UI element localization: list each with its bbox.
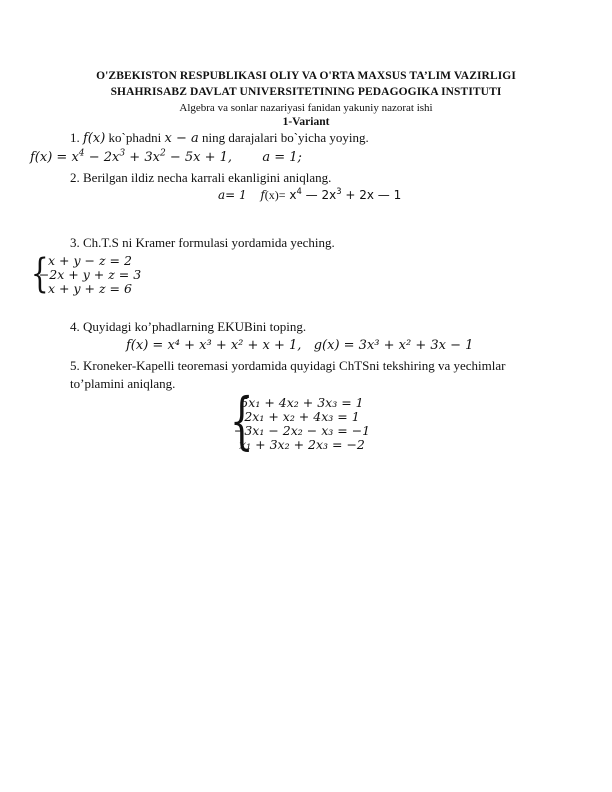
q3-eq-3: x + y + z = 6 — [48, 281, 132, 296]
q1-exp-2: 2 — [159, 148, 166, 159]
question-3: 3. Ch.T.S ni Kramer formulasi yordamida yeching. — [70, 235, 335, 250]
q3-eq-2: −2x + y + z = 3 — [38, 267, 142, 282]
q3-system — [38, 254, 142, 296]
q5-eq-3: −3x₁ − 2x₂ − x₃ = −1 — [233, 423, 371, 438]
question-4: 4. Quyidagi ko’phadlarning EKUBini toping. — [70, 319, 307, 334]
q2-term-2: — 2x — [305, 188, 337, 202]
question-5-line-2: to’plamini aniqlang. — [70, 376, 176, 391]
q1-polynomial — [30, 150, 302, 165]
q1-poly-term3: + 3x — [129, 150, 160, 165]
q1-x-minus-a: x − a — [164, 131, 199, 146]
subject-line: Algebra va sonlar nazariyasi fanidan yakuniy nazorat ishi — [179, 102, 433, 114]
q4-f: f(x) = x⁴ + x³ + x² + x + 1, — [126, 338, 302, 353]
question-5-line-1: 5. Kroneker-Kapelli teoremasi yordamida quyidagi ChTSni tekshiring va yechimlar — [70, 358, 506, 373]
q2-term-3: + 2x — 1 — [345, 188, 402, 202]
q2-f: f — [260, 188, 265, 202]
q1-a-value: a = 1; — [262, 150, 302, 165]
q2-exp-3: 3 — [336, 186, 342, 196]
q1-text-2: ning darajalari bo`yicha yoying. — [202, 130, 369, 145]
q2-exp-4: 4 — [296, 186, 302, 196]
ministry-heading: O'ZBEKISTON RESPUBLIKASI OLIY VA O'RTA MAXSUS TA’LIM VAZIRLIGI — [96, 70, 516, 82]
question-1 — [70, 130, 369, 146]
q5-brace: { — [229, 384, 254, 457]
q1-exp-4: 4 — [78, 148, 85, 159]
q5-eq-1: 5x₁ + 4x₂ + 3x₃ = 1 — [240, 395, 364, 410]
q2-term-1: x — [289, 188, 297, 202]
q1-poly-term4: − 5x + 1, — [169, 150, 233, 165]
q4-polynomials — [126, 338, 473, 353]
q4-g: g(x) = 3x³ + x² + 3x − 1 — [313, 338, 474, 353]
q1-poly-lhs: f(x) = x — [30, 150, 79, 165]
institute-heading: SHAHRISABZ DAVLAT UNIVERSITETINING PEDAGOGIKA INSTITUTI — [110, 86, 502, 98]
q2-x: (x)= — [264, 188, 286, 202]
q2-a-value: a= 1 — [218, 188, 247, 202]
question-2: 2. Berilgan ildiz necha karrali ekanligini aniqlang. — [70, 170, 332, 185]
q5-system — [228, 396, 376, 452]
variant-label: 1-Variant — [282, 116, 330, 128]
q5-eq-2: 2x₁ + x₂ + 4x₃ = 1 — [244, 409, 360, 424]
q2-equation — [218, 188, 401, 203]
q3-eq-1: x + y − z = 2 — [48, 253, 132, 268]
q1-number: 1. — [70, 130, 80, 145]
q1-exp-3: 3 — [119, 148, 126, 159]
q1-text-1: ko`phadni — [108, 130, 162, 145]
q1-poly-term2: − 2x — [88, 150, 120, 165]
q5-eq-4: x₁ + 3x₂ + 2x₃ = −2 — [239, 437, 365, 452]
q3-brace: { — [30, 251, 49, 297]
q1-fx: f(x) — [83, 131, 106, 146]
